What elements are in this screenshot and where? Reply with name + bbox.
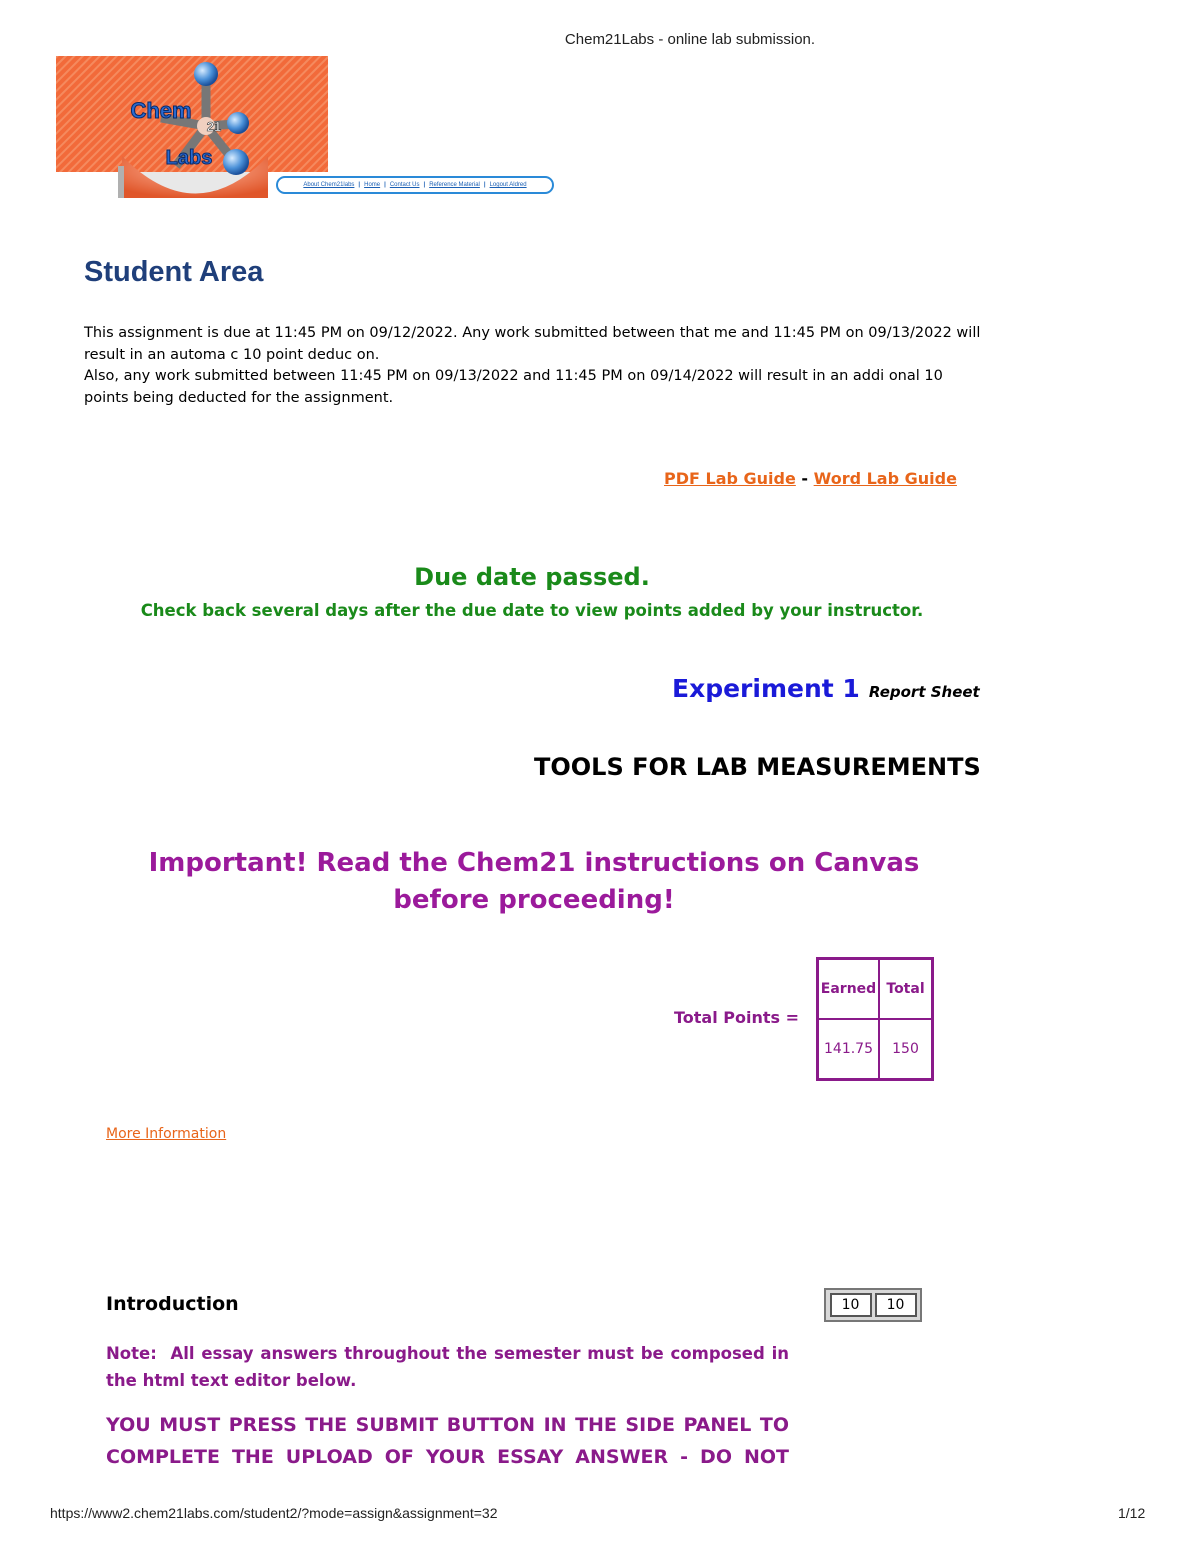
due-date-status: Due date passed. [414,563,650,591]
introduction-score [824,1288,922,1322]
total-points-label: Total Points = [674,1008,800,1027]
experiment-label: Experiment 1 [672,674,860,703]
print-header-title: Chem21Labs - online lab submission. [564,31,816,48]
report-sheet-label: Report Sheet [868,683,980,701]
nav-contact[interactable]: Contact Us [389,182,420,188]
logo-text-labs: Labs [165,147,213,169]
nav-about[interactable]: About Chem21labs [303,182,355,188]
pdf-lab-guide-link[interactable]: PDF Lab Guide [664,469,796,488]
introduction-heading: Introduction [106,1293,239,1315]
total-points-table [816,957,934,1081]
more-information-link[interactable]: More Information [106,1126,227,1142]
total-header: Total [879,959,933,1020]
nav-home[interactable]: Home [364,182,381,188]
print-footer-page: 1/12 [1118,1505,1146,1521]
lab-guide-links [664,469,957,488]
notice-line-2: Also, any work submitted between 11:45 PM on 09/13/2022 and 11:45 PM on 09/14/2022 will result in an addi onal 10 points being deducted for the assignment. [84,368,943,406]
nav-logout[interactable]: Logout Aldred [489,182,527,188]
essay-note [106,1340,789,1394]
nav-separator: | [423,182,426,188]
word-lab-guide-link[interactable]: Word Lab Guide [813,469,957,488]
nav-separator: | [384,182,386,188]
nav-reference[interactable]: Reference Material [429,182,480,188]
nav-separator: | [358,182,361,188]
guide-separator: - [795,469,814,488]
submit-warning: YOU MUST PRESS THE SUBMIT BUTTON IN THE SIDE PANEL TO COMPLETE THE UPLOAD OF YOUR ESSAY ANSWER - DO NOT [106,1414,789,1468]
important-instructions: Important! Read the Chem21 instructions on Canvas before proceeding! [148,848,920,915]
page-title: Student Area [84,256,264,288]
due-date-subtitle: Check back several days after the due date to view points added by your instructor. [140,601,924,620]
top-navigation [276,176,554,194]
experiment-title: TOOLS FOR LAB MEASUREMENTS [534,753,981,781]
due-date-notice [84,323,984,409]
earned-value: 141.75 [818,1019,880,1080]
nav-separator: | [483,182,486,188]
earned-header: Earned [818,959,880,1020]
logo-text-21: 21 [206,119,222,134]
introduction-total: 10 [875,1293,917,1317]
logo-text-chem: Chem [130,98,192,123]
experiment-heading [672,674,980,703]
introduction-earned: 10 [830,1293,872,1317]
total-value: 150 [879,1019,933,1080]
print-footer-url: https://www2.chem21labs.com/student2/?mode=assign&assignment=32 [50,1505,498,1521]
notice-line-1: This assignment is due at 11:45 PM on 09/12/2022. Any work submitted between that me and 11:45 PM on 09/13/2022 will result in an automa c 10 point deduc on. [84,325,981,363]
note-prefix: Note: [106,1344,157,1363]
note-body: All essay answers throughout the semester must be composed in the html text editor below. [106,1344,789,1390]
